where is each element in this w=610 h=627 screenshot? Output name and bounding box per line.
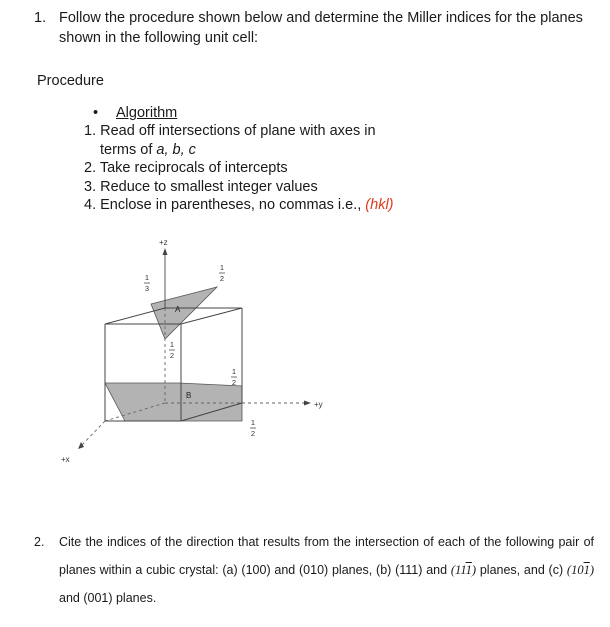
- plane-label-b: B: [186, 391, 192, 400]
- z-axis-arrow-icon: [163, 248, 168, 255]
- fraction-one-third: [144, 273, 150, 293]
- question-2-text: [59, 528, 594, 612]
- step-3: 3. Reduce to smallest integer values: [84, 178, 318, 195]
- index-c-bar: 1: [583, 563, 590, 577]
- algorithm-steps: [84, 122, 404, 215]
- fraction-numerator: 1: [231, 367, 237, 376]
- question-2-text-part-1: Cite the indices of the direction that results from the intersection of each of the following pair of planes within a cubic crystal: (a) (100) and (010) planes, (b) (111) and: [59, 535, 594, 577]
- index-b: [451, 563, 476, 577]
- unit-cell-figure: [55, 228, 355, 480]
- algorithm-title: Algorithm: [116, 105, 178, 121]
- step-4-text: 4. Enclose in parentheses, no commas i.e.,: [84, 197, 366, 213]
- question-1-number: 1.: [34, 10, 47, 26]
- fraction-one-half-bottom: [250, 418, 256, 438]
- bullet-icon: •: [93, 105, 99, 121]
- plane-label-a: A: [175, 305, 181, 314]
- fraction-one-half-right: [231, 367, 237, 387]
- index-c-post: ): [589, 563, 594, 577]
- plane-b-shape: [105, 383, 242, 421]
- fraction-one-half-z: [169, 340, 175, 360]
- step-1-line-2: [84, 141, 404, 160]
- index-b-pre: (11: [450, 563, 466, 577]
- axis-label-x: +x: [61, 455, 70, 464]
- fraction-numerator: 1: [144, 273, 150, 282]
- step-4-hkl: (hkl): [365, 197, 394, 213]
- y-axis-arrow-icon: [304, 401, 311, 406]
- index-b-post: ): [471, 563, 477, 577]
- axis-label-z: +z: [159, 238, 168, 247]
- x-axis-dashed: [81, 421, 105, 446]
- question-2-number: 2.: [34, 535, 45, 549]
- fraction-denominator: 3: [144, 284, 150, 293]
- fraction-one-half-top: [219, 263, 225, 283]
- fraction-numerator: 1: [219, 263, 225, 272]
- step-1-axes: a, b, c: [156, 141, 196, 158]
- question-1-text: Follow the procedure shown below and determine the Miller indices for the planes shown in the following unit cell:: [59, 10, 583, 46]
- fraction-denominator: 2: [250, 429, 256, 438]
- fraction-numerator: 1: [250, 418, 256, 427]
- step-1-terms: terms of: [100, 141, 157, 158]
- x-axis-arrow-icon: [78, 442, 84, 449]
- procedure-heading: Procedure: [37, 73, 104, 89]
- index-b-bar: 1: [465, 563, 472, 577]
- axis-label-y: +y: [314, 400, 323, 409]
- step-1-line-1: 1. Read off intersections of plane with axes in: [84, 123, 376, 139]
- fraction-denominator: 2: [219, 274, 225, 283]
- question-2-text-part-2: planes, and (c): [476, 563, 567, 577]
- fraction-numerator: 1: [169, 340, 175, 349]
- step-2: 2. Take reciprocals of intercepts: [84, 160, 288, 176]
- question-2-text-part-3: and (001) planes.: [59, 591, 157, 605]
- index-c: [567, 563, 594, 577]
- plane-a-shape: [151, 287, 217, 339]
- step-4: [84, 196, 404, 215]
- fraction-denominator: 2: [169, 351, 175, 360]
- fraction-denominator: 2: [231, 378, 237, 387]
- index-c-pre: (10: [566, 563, 584, 577]
